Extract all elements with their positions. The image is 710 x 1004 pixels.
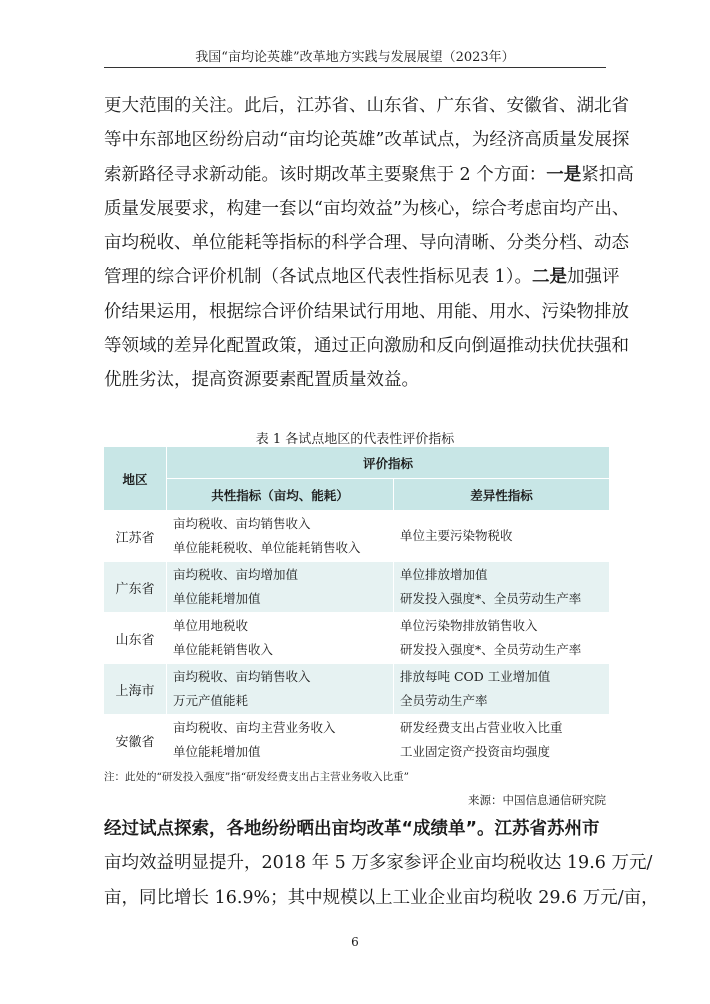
text-run: 等领域的差异化配置政策，通过正向激励和反向倒逼推动扶优扶强和 [104, 336, 629, 357]
indicator-table [104, 447, 610, 766]
common-indicators-header: 共性指标（亩均、能耗） [167, 479, 394, 511]
text-run: 价结果运用，根据综合评价结果试行用地、用能、用水、污染物排放 [104, 301, 629, 322]
text-run: 更大范围的关注。此后，江苏省、山东省、广东省、安徽省、湖北省 [104, 96, 629, 116]
running-header: 我国“亩均论英雄”改革地方实践与发展展望（2023年） [195, 50, 515, 65]
indicator-item: 亩均税收、亩均增加值 [173, 567, 299, 582]
indicator-item: 单位能耗增加值 [173, 591, 261, 606]
common-indicators-cell [167, 664, 394, 715]
region-column-header: 地区 [104, 447, 167, 511]
text-run: 紧扣高 [581, 164, 634, 185]
indicator-item: 单位能耗销售收入 [173, 642, 274, 657]
text-run: 优胜劣汰，提高资源要素配置质量效益。 [104, 370, 419, 391]
table-row [104, 613, 610, 664]
region-cell: 安徽省 [104, 715, 167, 766]
text-run: 亩均税收、单位能耗等指标的科学合理、导向清晰、分类分档、动态 [104, 233, 629, 254]
table-source: 来源：中国信息通信研究院 [468, 793, 606, 807]
region-cell: 江苏省 [104, 511, 167, 562]
indicator-item: 万元产值能耗 [173, 693, 249, 708]
text-line [104, 89, 629, 123]
header-rule [104, 67, 606, 68]
region-cell: 上海市 [104, 664, 167, 715]
indicator-item: 排放每吨 COD 工业增加值 [400, 669, 551, 684]
indicator-item: 单位能耗增加值 [173, 744, 261, 759]
common-indicators-cell [167, 511, 394, 562]
common-indicators-cell [167, 613, 394, 664]
text-line [104, 363, 606, 397]
body-paragraph-2 [104, 812, 659, 915]
differential-indicators-header: 差异性指标 [394, 479, 610, 511]
indicator-item: 单位能耗税收、单位能耗销售收入 [173, 540, 361, 555]
indicator-item: 研发经费支出占营业收入比重 [400, 720, 563, 735]
indicator-item: 亩均税收、亩均主营业务收入 [173, 720, 336, 735]
text-run: 亩均效益明显提升，2018 年 5 万多家参评企业亩均税收达 19.6 万元/ [104, 853, 653, 874]
indicators-group-header: 评价指标 [167, 447, 610, 479]
differential-indicators-cell [394, 562, 610, 613]
bold-text-run: 一是 [546, 164, 582, 185]
text-line [104, 846, 653, 880]
indicator-item: 单位排放增加值 [400, 567, 488, 582]
indicator-item: 研发投入强度*、全员劳动生产率 [400, 591, 582, 606]
text-run: 索新路径寻求新动能。该时期改革主要聚焦于 2 个方面： [104, 164, 547, 185]
bold-text-run: 经过试点探索，各地纷纷晒出亩均改革“成绩单”。江苏省苏州市 [104, 819, 600, 839]
differential-indicators-cell [394, 715, 610, 766]
table-row [104, 664, 610, 715]
text-line [104, 260, 620, 294]
text-line [104, 881, 659, 915]
text-run: 亩，同比增长 16.9%；其中规模以上工业企业亩均税收 29.6 万元/亩， [104, 887, 659, 908]
text-line [104, 812, 606, 846]
text-run: 加强评 [566, 267, 620, 288]
table-row [104, 715, 610, 766]
text-line [104, 123, 630, 157]
indicator-item: 亩均税收、亩均销售收入 [173, 516, 311, 531]
text-line [104, 192, 630, 226]
region-cell: 山东省 [104, 613, 167, 664]
differential-indicators-cell [394, 511, 610, 562]
common-indicators-cell [167, 562, 394, 613]
indicator-item: 单位污染物排放销售收入 [400, 618, 538, 633]
indicator-item: 研发投入强度*、全员劳动生产率 [400, 642, 582, 657]
text-line [104, 226, 629, 260]
table-note: 注：此处的“研发投入强度”指“研发经费支出占主营业务收入比重” [104, 771, 409, 783]
body-paragraph-1 [104, 89, 634, 398]
text-line [104, 158, 634, 192]
indicator-item: 亩均税收、亩均销售收入 [173, 669, 311, 684]
page-number: 6 [351, 935, 359, 949]
text-run: 等中东部地区纷纷启动“亩均论英雄”改革试点，为经济高质量发展探 [104, 130, 630, 151]
indicator-table-body [104, 511, 610, 766]
indicator-item: 单位用地税收 [173, 618, 249, 633]
text-run: 管理的综合评价机制（各试点地区代表性指标见表 1）。 [104, 267, 532, 288]
table-row [104, 511, 610, 562]
text-run: 质量发展要求，构建一套以“亩均效益”为核心，综合考虑亩均产出、 [104, 198, 630, 219]
text-line [104, 329, 629, 363]
indicator-item: 工业固定资产投资亩均强度 [400, 744, 551, 759]
text-line [104, 295, 629, 329]
common-indicators-cell [167, 715, 394, 766]
indicator-item: 全员劳动生产率 [400, 693, 488, 708]
differential-indicators-cell [394, 664, 610, 715]
bold-text-run: 二是 [531, 267, 567, 288]
table-caption: 表 1 各试点地区的代表性评价指标 [255, 432, 455, 447]
table-row [104, 562, 610, 613]
indicator-item: 单位主要污染物税收 [400, 528, 513, 543]
differential-indicators-cell [394, 613, 610, 664]
region-cell: 广东省 [104, 562, 167, 613]
